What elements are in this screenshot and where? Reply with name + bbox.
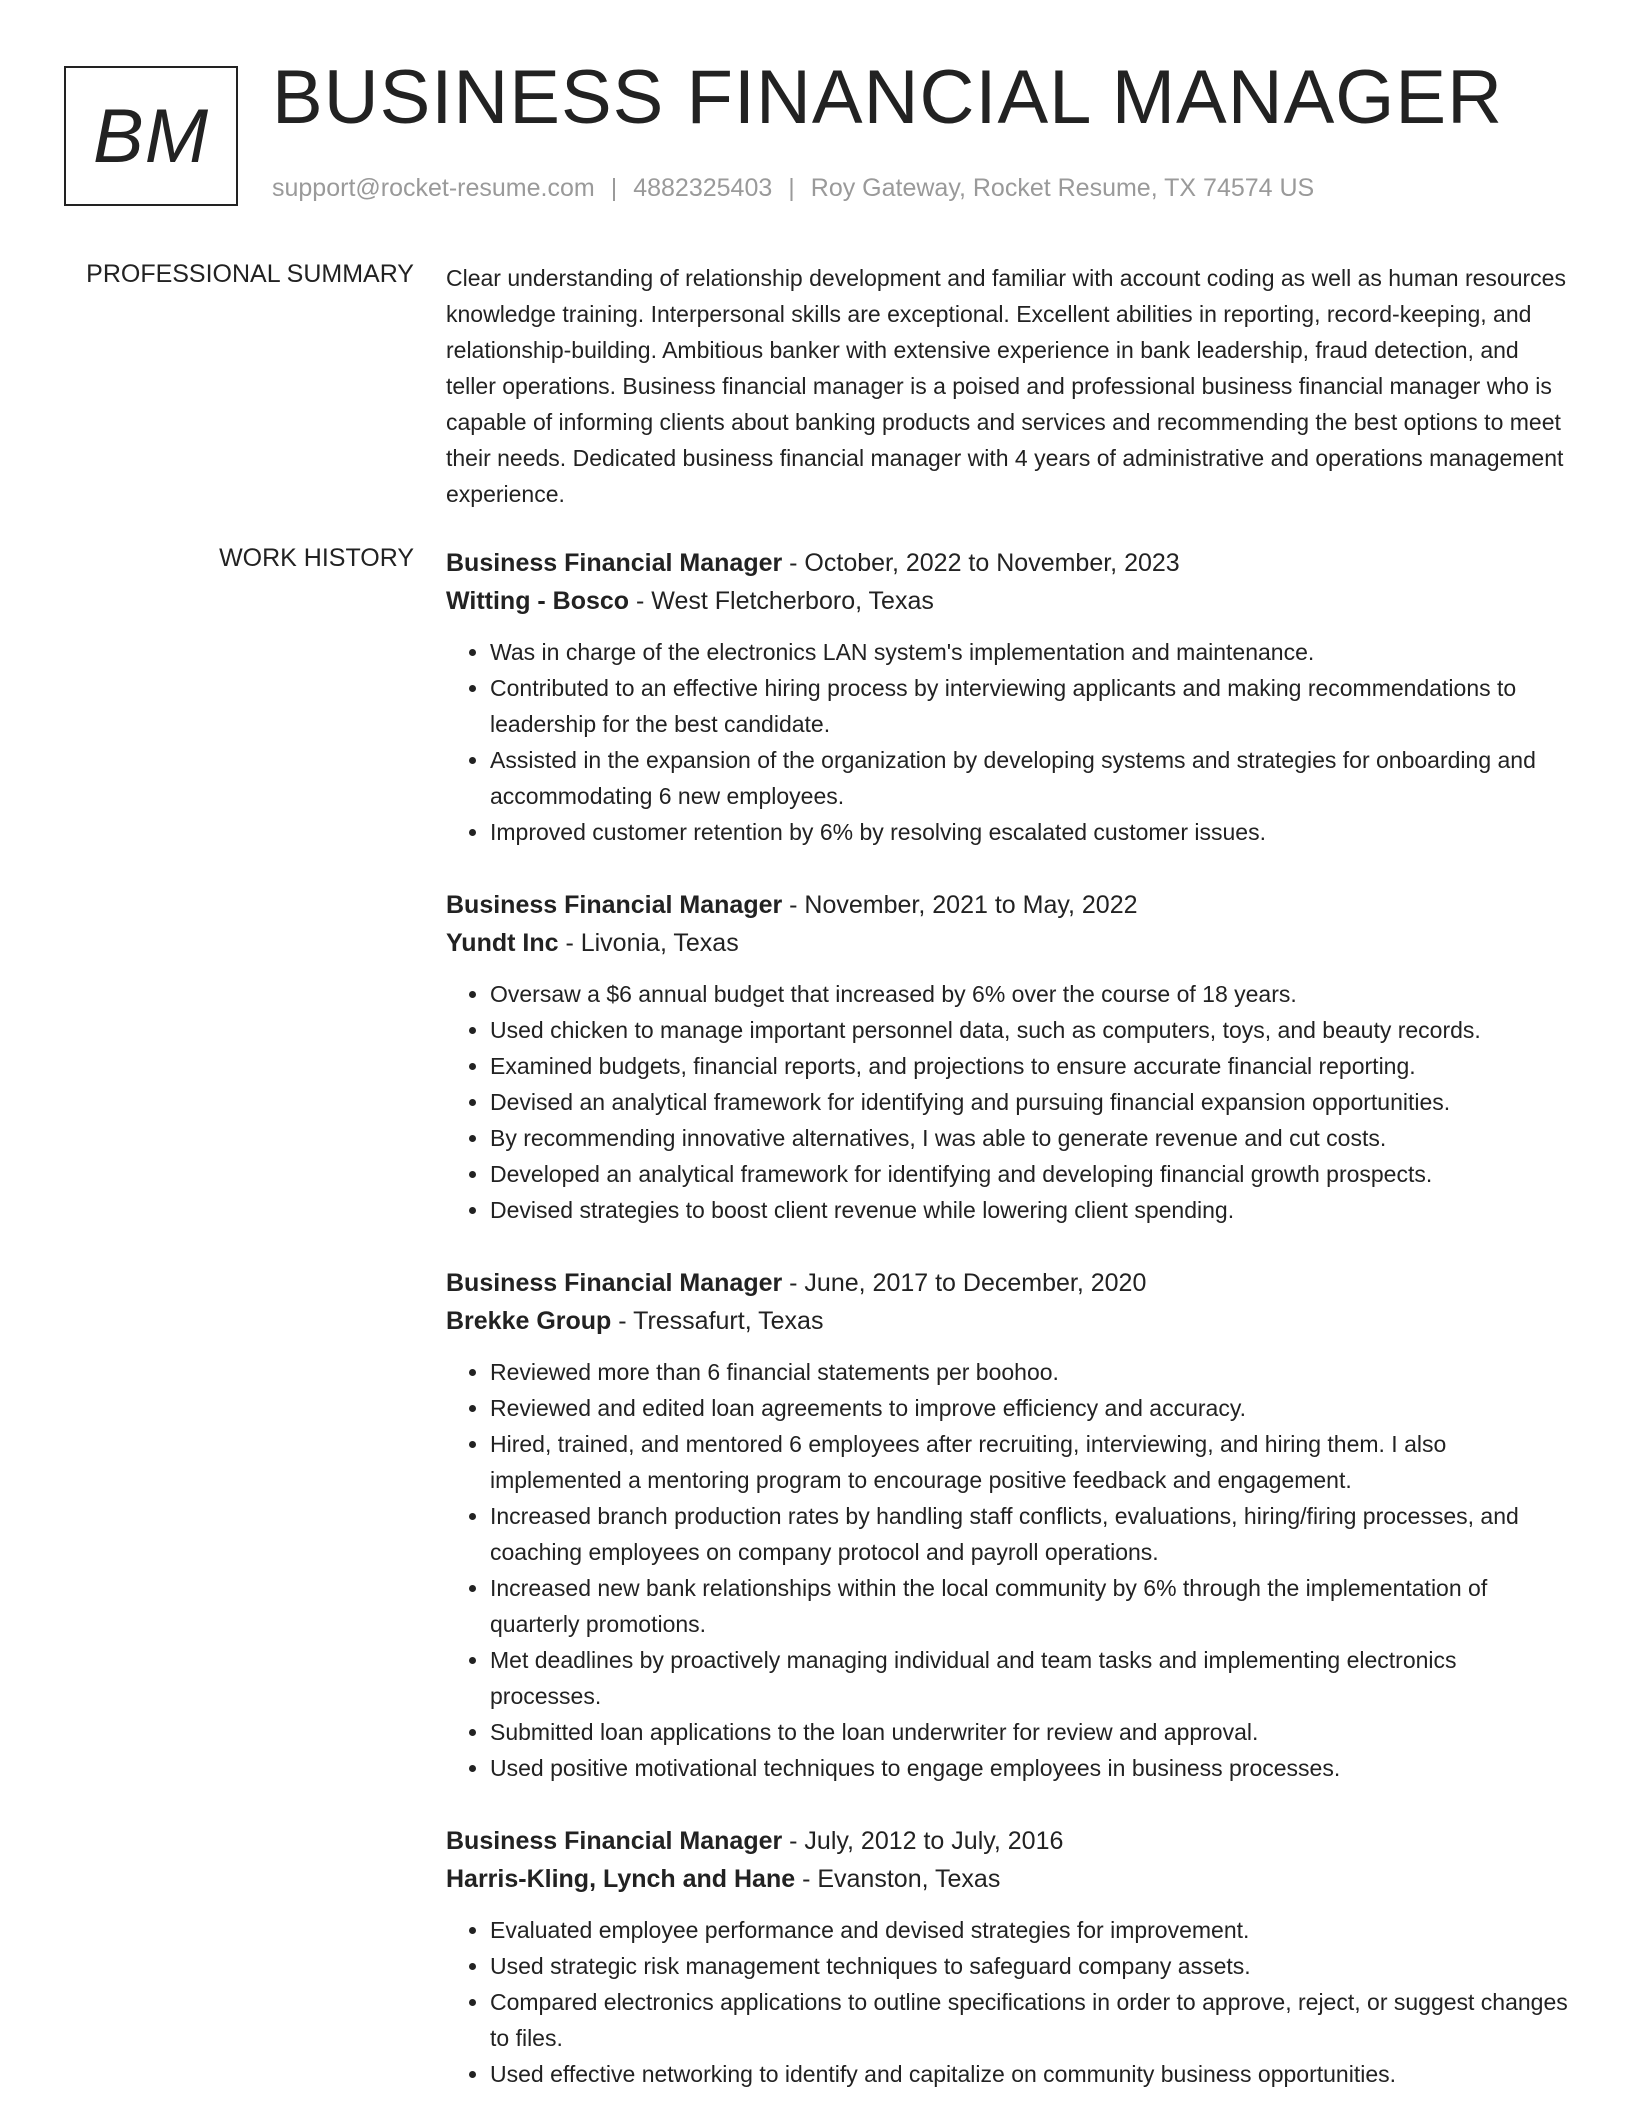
job-title-line (446, 544, 1568, 582)
job-company: Harris-Kling, Lynch and Hane (446, 1865, 796, 1893)
contact-address: Roy Gateway, Rocket Resume, TX 74574 US (810, 174, 1315, 202)
job-bullet: • Was in charge of the electronics LAN system's implementation and maintenance. (490, 634, 1568, 670)
job-company: Witting - Bosco (446, 587, 630, 615)
job-bullet: • Reviewed more than 6 financial statements per boohoo. (490, 1354, 1568, 1390)
job-bullet: • Met deadlines by proactively managing individual and team tasks and implementing electronics processes. (490, 1642, 1568, 1714)
job-dates: - July, 2012 to July, 2016 (782, 1827, 1064, 1855)
job-bullet: • Increased new bank relationships within the local community by 6% through the implementation of quarterly promotions. (490, 1570, 1568, 1642)
contact-phone[interactable]: 4882325403 (633, 174, 773, 202)
job-entry (446, 1822, 1568, 2092)
job-location: - Tressafurt, Texas (611, 1307, 824, 1335)
job-entry (446, 1264, 1568, 1786)
contact-line (272, 174, 1314, 203)
job-location: - West Fletcherboro, Texas (629, 587, 934, 615)
job-bullet: • Submitted loan applications to the loan underwriter for review and approval. (490, 1714, 1568, 1750)
summary-body (446, 260, 1568, 512)
job-title: Business Financial Manager (446, 549, 783, 577)
job-location: - Livonia, Texas (558, 929, 739, 957)
job-title-line (446, 1822, 1568, 1860)
job-company: Brekke Group (446, 1307, 612, 1335)
summary-text: Clear understanding of relationship development and familiar with account coding as well as human resources knowledge training. Interpersonal skills are exceptional. Excellent abilities in reporting, record-keeping, and relationship-building. Ambitious banker with extensive experience in bank leadership, fraud detection, and teller operations. Business financial manager is a poised and professional business financial manager who is capable of informing clients about banking products and services and recommending the best options to meet their needs. Dedicated business financial manager with 4 years of administrative and operations management experience. (446, 265, 1566, 507)
job-bullet: • Devised an analytical framework for identifying and pursuing financial expansion opportunities. (490, 1084, 1568, 1120)
job-bullet: • Hired, trained, and mentored 6 employees after recruiting, interviewing, and hiring them. I also implemented a mentoring program to encourage positive feedback and engagement. (490, 1426, 1568, 1498)
job-title-line (446, 1264, 1568, 1302)
job-bullet: • Reviewed and edited loan agreements to improve efficiency and accuracy. (490, 1390, 1568, 1426)
job-bullet: • Contributed to an effective hiring process by interviewing applicants and making recommendations to leadership for the best candidate. (490, 670, 1568, 742)
job-company: Yundt Inc (446, 929, 559, 957)
job-company-line (446, 924, 1568, 962)
job-bullet: • Used strategic risk management techniques to safeguard company assets. (490, 1948, 1568, 1984)
job-dates: - November, 2021 to May, 2022 (782, 891, 1138, 919)
job-bullet-list (446, 1354, 1568, 1786)
resume-name-title: BUSINESS FINANCIAL MANAGER (272, 55, 1503, 140)
job-bullet: • Assisted in the expansion of the organization by developing systems and strategies for onboarding and accommodating 6 new employees. (490, 742, 1568, 814)
job-bullet: • Compared electronics applications to outline specifications in order to approve, reject, or suggest changes to files. (490, 1984, 1568, 2056)
job-bullet-list (446, 634, 1568, 850)
contact-separator: | (610, 174, 618, 202)
job-bullet-list (446, 1912, 1568, 2092)
contact-email[interactable]: support@rocket-resume.com (272, 174, 595, 202)
job-company-line (446, 582, 1568, 620)
job-bullet: • Improved customer retention by 6% by resolving escalated customer issues. (490, 814, 1568, 850)
job-bullet: • Developed an analytical framework for identifying and developing financial growth prospects. (490, 1156, 1568, 1192)
contact-separator: | (788, 174, 795, 202)
job-company-line (446, 1860, 1568, 1898)
job-bullet: • By recommending innovative alternatives, I was able to generate revenue and cut costs. (490, 1120, 1568, 1156)
work-history-heading: WORK HISTORY (219, 544, 414, 572)
job-company-line (446, 1302, 1568, 1340)
job-bullet: • Used effective networking to identify and capitalize on community business opportunities. (490, 2056, 1568, 2092)
job-bullet: • Evaluated employee performance and devised strategies for improvement. (490, 1912, 1568, 1948)
work-history-body (446, 544, 1568, 2128)
job-dates: - June, 2017 to December, 2020 (782, 1269, 1147, 1297)
job-dates: - October, 2022 to November, 2023 (782, 549, 1180, 577)
job-entry (446, 886, 1568, 1228)
summary-heading: PROFESSIONAL SUMMARY (86, 260, 414, 288)
monogram-logo: BM (64, 66, 238, 206)
job-bullet: • Used positive motivational techniques to engage employees in business processes. (490, 1750, 1568, 1786)
job-title-line (446, 886, 1568, 924)
job-entry (446, 544, 1568, 850)
job-bullet: • Oversaw a $6 annual budget that increased by 6% over the course of 18 years. (490, 976, 1568, 1012)
job-title: Business Financial Manager (446, 1827, 783, 1855)
job-bullet: • Increased branch production rates by handling staff conflicts, evaluations, hiring/firing processes, and coaching employees on company protocol and payroll operations. (490, 1498, 1568, 1570)
job-title: Business Financial Manager (446, 891, 783, 919)
job-bullet: • Used chicken to manage important personnel data, such as computers, toys, and beauty records. (490, 1012, 1568, 1048)
job-title: Business Financial Manager (446, 1269, 783, 1297)
job-bullet: • Examined budgets, financial reports, and projections to ensure accurate financial reporting. (490, 1048, 1568, 1084)
job-bullet: • Devised strategies to boost client revenue while lowering client spending. (490, 1192, 1568, 1228)
job-bullet-list (446, 976, 1568, 1228)
job-location: - Evanston, Texas (795, 1865, 1001, 1893)
